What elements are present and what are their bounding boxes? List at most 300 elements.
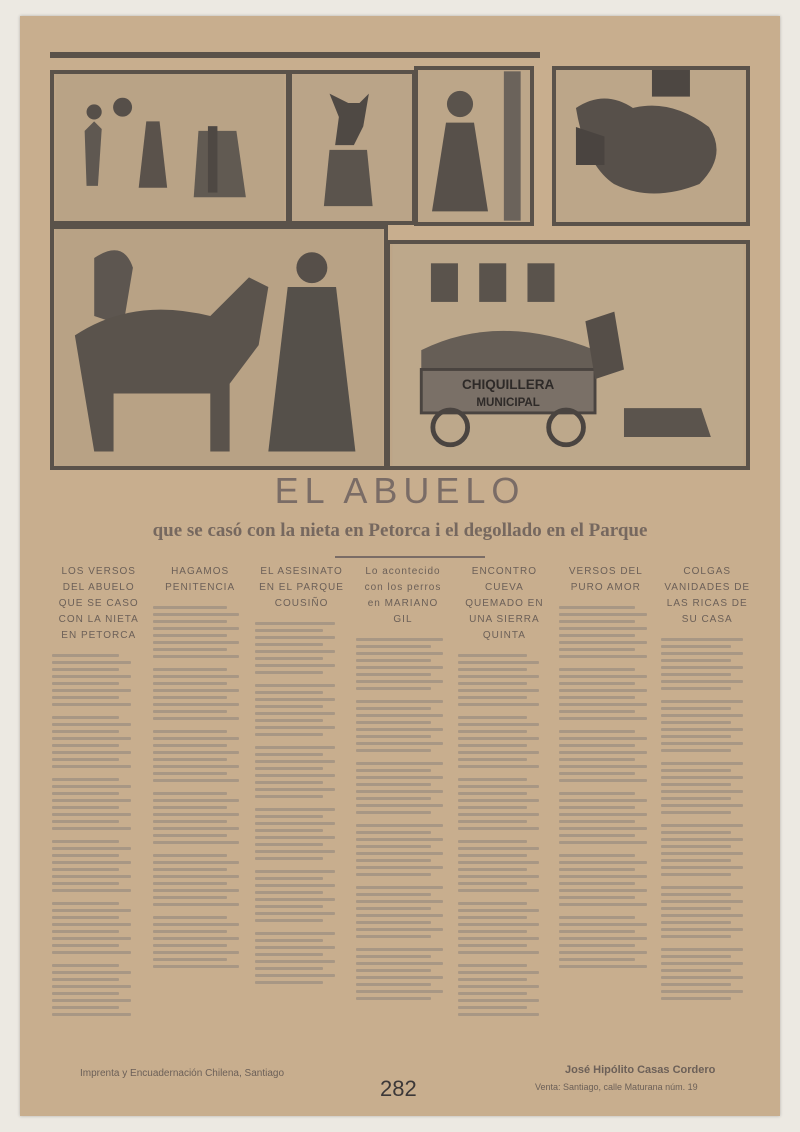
- verse-line: [255, 822, 335, 825]
- verse-line: [661, 852, 743, 855]
- verse-line: [52, 840, 119, 843]
- page-subtitle: que se casó con la nieta en Petorca i el degollado en el Parque: [152, 520, 648, 541]
- verse-line: [255, 912, 335, 915]
- verse-line: [458, 992, 527, 995]
- verse-line: [153, 613, 239, 616]
- verse-line: [458, 909, 539, 912]
- verse-line: [356, 969, 431, 972]
- verse-line: [255, 726, 335, 729]
- verse-stanza: [661, 886, 754, 938]
- man-and-mule-image: [54, 229, 384, 466]
- broadside-sheet: [20, 16, 780, 1116]
- verse-line: [661, 790, 743, 793]
- verse-stanza: [52, 902, 145, 954]
- donkey-head-image: [292, 74, 412, 221]
- verse-line: [153, 834, 227, 837]
- verse-line: [153, 916, 227, 919]
- verse-line: [255, 753, 323, 756]
- verse-line: [52, 889, 131, 892]
- verse-line: [559, 765, 647, 768]
- verse-line: [559, 875, 647, 878]
- beast-scene-image: [556, 70, 746, 222]
- verse-line: [153, 882, 227, 885]
- verse-line: [153, 703, 239, 706]
- verse-line: [458, 778, 527, 781]
- verse-line: [255, 650, 335, 653]
- municipal-wagon-image: [390, 244, 746, 466]
- verse-line: [458, 882, 527, 885]
- verse-line: [52, 999, 131, 1002]
- verse-line: [255, 657, 323, 660]
- verse-line: [153, 758, 227, 761]
- woodcut-donkey-head: [288, 70, 416, 225]
- verse-line: [559, 779, 647, 782]
- verse-line: [559, 868, 635, 871]
- verse-line: [661, 928, 743, 931]
- verse-line: [356, 714, 443, 717]
- verse-line: [458, 978, 527, 981]
- verse-stanza: [52, 654, 145, 706]
- verse-line: [153, 868, 227, 871]
- author-name: José Hipólito Casas Cordero: [565, 1064, 716, 1076]
- verse-stanza: [153, 854, 246, 906]
- column-heading: EL ASESINATO EN EL PARQUE COUSIÑO: [259, 566, 344, 609]
- verse-line: [661, 776, 743, 779]
- verse-line: [559, 944, 635, 947]
- verse-line: [559, 841, 647, 844]
- verse-line: [255, 746, 335, 749]
- verse-line: [255, 932, 335, 935]
- verse-line: [255, 905, 323, 908]
- verse-line: [356, 687, 431, 690]
- verse-line: [255, 939, 323, 942]
- verse-line: [559, 799, 647, 802]
- verse-line: [356, 990, 443, 993]
- verse-line: [255, 898, 335, 901]
- verse-line: [356, 811, 431, 814]
- verse-stanza: [52, 964, 145, 1016]
- printer-imprint: Imprenta y Encuadernación Chilena, Santiago: [80, 1068, 285, 1079]
- verse-line: [559, 668, 635, 671]
- verse-line: [153, 854, 227, 857]
- verse-column: [454, 564, 555, 1064]
- verse-line: [559, 682, 635, 685]
- verse-line: [153, 717, 239, 720]
- verse-line: [356, 948, 443, 951]
- wedding-scene-image: [54, 74, 286, 221]
- verse-stanza: [255, 684, 348, 736]
- verse-line: [559, 751, 647, 754]
- verse-column: [555, 564, 656, 1064]
- verse-line: [356, 955, 431, 958]
- verse-line: [356, 700, 443, 703]
- verse-line: [559, 696, 635, 699]
- verse-stanza: [458, 902, 551, 954]
- verse-column: [352, 564, 453, 1064]
- verse-line: [356, 652, 443, 655]
- verse-line: [153, 779, 239, 782]
- woodcut-municipal-wagon: [386, 240, 750, 470]
- verse-line: [153, 696, 227, 699]
- verse-line: [356, 838, 443, 841]
- verse-line: [153, 641, 239, 644]
- verse-line: [153, 737, 239, 740]
- verse-line: [356, 728, 443, 731]
- verse-line: [559, 717, 647, 720]
- verse-line: [661, 914, 743, 917]
- verse-stanza: [52, 840, 145, 892]
- verse-line: [661, 811, 731, 814]
- woodcut-woman-figure: [414, 66, 534, 226]
- verse-line: [559, 827, 647, 830]
- verse-line: [356, 762, 443, 765]
- verse-line: [458, 951, 539, 954]
- verse-line: [153, 958, 227, 961]
- verse-line: [458, 723, 539, 726]
- verse-stanza: [52, 778, 145, 830]
- verse-stanza: [356, 948, 449, 1000]
- verse-line: [356, 769, 431, 772]
- verse-line: [458, 985, 539, 988]
- verse-line: [153, 689, 239, 692]
- verse-line: [458, 703, 539, 706]
- verse-line: [255, 815, 323, 818]
- verse-line: [255, 857, 323, 860]
- verse-line: [458, 785, 539, 788]
- sale-address: Venta: Santiago, calle Maturana núm. 19: [535, 1082, 698, 1092]
- verse-line: [255, 843, 323, 846]
- verse-line: [52, 882, 119, 885]
- verse-line: [356, 852, 443, 855]
- verse-line: [458, 765, 539, 768]
- verse-line: [153, 634, 227, 637]
- verse-line: [255, 919, 323, 922]
- verse-line: [255, 884, 335, 887]
- verse-line: [153, 765, 239, 768]
- verse-line: [356, 680, 443, 683]
- verse-line: [356, 907, 431, 910]
- verse-line: [559, 903, 647, 906]
- verse-line: [52, 730, 119, 733]
- verse-line: [356, 921, 431, 924]
- wagon-sign-line2: MUNICIPAL: [476, 397, 540, 410]
- verse-line: [52, 985, 131, 988]
- verse-line: [153, 923, 239, 926]
- verse-line: [559, 951, 647, 954]
- verse-line: [255, 774, 335, 777]
- verse-stanza: [153, 668, 246, 720]
- verse-line: [661, 983, 731, 986]
- verse-line: [661, 714, 743, 717]
- verse-column: [48, 564, 149, 1064]
- verse-line: [559, 655, 647, 658]
- verse-line: [661, 728, 743, 731]
- verse-stanza: [153, 730, 246, 782]
- verse-line: [661, 935, 731, 938]
- verse-line: [559, 772, 635, 775]
- verse-line: [153, 806, 227, 809]
- column-heading: VERSOS DEL PURO AMOR: [568, 566, 643, 593]
- verse-line: [52, 696, 119, 699]
- verse-line: [255, 719, 323, 722]
- column-heading: ENCONTRO CUEVA QUEMADO EN UNA SIERRA QUINTA: [465, 566, 544, 641]
- verse-line: [356, 928, 443, 931]
- verse-line: [356, 645, 431, 648]
- verse-line: [52, 799, 131, 802]
- verse-line: [458, 668, 527, 671]
- verse-line: [356, 962, 443, 965]
- verse-line: [52, 716, 119, 719]
- verse-line: [661, 873, 731, 876]
- verse-line: [52, 937, 131, 940]
- verse-line: [52, 930, 119, 933]
- verse-line: [255, 974, 335, 977]
- verse-line: [255, 870, 335, 873]
- verse-stanza: [559, 668, 652, 720]
- verse-line: [661, 976, 743, 979]
- woodcut-illustrations: [50, 60, 750, 480]
- verse-line: [458, 930, 527, 933]
- verse-line: [458, 675, 539, 678]
- verse-line: [559, 806, 635, 809]
- verse-stanza: [356, 886, 449, 938]
- verse-line: [52, 785, 131, 788]
- verse-line: [559, 896, 635, 899]
- verse-stanza: [255, 622, 348, 674]
- verse-line: [559, 620, 635, 623]
- verse-line: [153, 827, 239, 830]
- verse-line: [153, 820, 227, 823]
- verse-line: [52, 827, 131, 830]
- verse-line: [356, 886, 443, 889]
- verse-line: [255, 850, 335, 853]
- verse-line: [356, 790, 443, 793]
- verse-line: [52, 971, 131, 974]
- verse-line: [52, 765, 131, 768]
- verse-line: [559, 861, 647, 864]
- verse-line: [153, 606, 227, 609]
- verse-line: [458, 861, 539, 864]
- verse-line: [52, 902, 119, 905]
- verse-line: [458, 758, 527, 761]
- verse-line: [255, 643, 323, 646]
- verse-line: [559, 675, 647, 678]
- verse-stanza: [356, 762, 449, 814]
- verse-line: [356, 776, 443, 779]
- verse-line: [661, 845, 731, 848]
- verse-line: [559, 882, 635, 885]
- catalog-number: 282: [380, 1076, 417, 1101]
- verse-line: [255, 622, 335, 625]
- verse-line: [153, 813, 239, 816]
- verse-line: [458, 1013, 539, 1016]
- verse-line: [255, 808, 335, 811]
- verse-line: [153, 682, 227, 685]
- verse-stanza: [559, 916, 652, 968]
- verse-line: [255, 795, 323, 798]
- wagon-sign-line1: CHIQUILLERA: [462, 376, 555, 392]
- verse-stanza: [255, 808, 348, 860]
- verse-stanza: [559, 606, 652, 658]
- verse-line: [458, 806, 527, 809]
- verse-line: [52, 751, 131, 754]
- verse-line: [255, 960, 335, 963]
- verse-line: [661, 921, 731, 924]
- verse-line: [661, 838, 743, 841]
- verse-line: [52, 675, 131, 678]
- verse-stanza: [458, 716, 551, 768]
- verse-line: [255, 946, 335, 949]
- verse-line: [356, 831, 431, 834]
- verse-line: [153, 668, 227, 671]
- verse-line: [153, 744, 227, 747]
- verse-line: [458, 654, 527, 657]
- verse-line: [153, 896, 227, 899]
- verse-line: [52, 806, 119, 809]
- verse-line: [661, 666, 743, 669]
- verse-line: [255, 712, 335, 715]
- verse-stanza: [356, 638, 449, 690]
- verse-line: [356, 845, 431, 848]
- verse-stanza: [458, 840, 551, 892]
- verse-line: [458, 792, 527, 795]
- verse-line: [661, 886, 743, 889]
- column-heading: COLGAS VANIDADES DE LAS RICAS DE SU CASA: [664, 566, 751, 625]
- verse-line: [559, 930, 635, 933]
- verse-line: [52, 668, 119, 671]
- verse-line: [356, 797, 431, 800]
- verse-line: [153, 648, 227, 651]
- verse-line: [255, 767, 323, 770]
- verse-stanza: [255, 870, 348, 922]
- verse-line: [559, 958, 635, 961]
- verse-line: [559, 820, 635, 823]
- verse-line: [559, 889, 647, 892]
- verse-line: [52, 964, 119, 967]
- verse-line: [458, 840, 527, 843]
- verse-line: [153, 675, 239, 678]
- verse-line: [458, 875, 539, 878]
- verse-line: [559, 627, 647, 630]
- verse-line: [559, 758, 635, 761]
- woodcut-beast-scene: [552, 66, 750, 226]
- verse-line: [52, 992, 119, 995]
- verse-line: [52, 923, 131, 926]
- verse-stanza: [356, 824, 449, 876]
- verse-line: [458, 847, 539, 850]
- verse-line: [356, 742, 443, 745]
- verse-line: [255, 671, 323, 674]
- verse-line: [52, 916, 119, 919]
- verse-line: [153, 730, 227, 733]
- verse-line: [661, 969, 731, 972]
- woman-figure-image: [418, 70, 530, 222]
- verse-stanza: [458, 654, 551, 706]
- verse-line: [153, 944, 227, 947]
- verse-line: [356, 783, 431, 786]
- verse-stanza: [661, 762, 754, 814]
- verse-line: [661, 645, 731, 648]
- verse-line: [255, 684, 335, 687]
- verse-line: [559, 641, 647, 644]
- verse-line: [153, 655, 239, 658]
- verse-line: [356, 824, 443, 827]
- verse-line: [661, 742, 743, 745]
- verse-line: [458, 1006, 527, 1009]
- verse-stanza: [153, 792, 246, 844]
- verse-line: [559, 634, 635, 637]
- verse-line: [661, 824, 743, 827]
- verse-line: [153, 889, 239, 892]
- verse-line: [153, 799, 239, 802]
- verse-line: [153, 792, 227, 795]
- verse-line: [559, 613, 647, 616]
- verse-line: [153, 861, 239, 864]
- verse-stanza: [661, 824, 754, 876]
- verse-line: [153, 751, 239, 754]
- verse-line: [458, 716, 527, 719]
- verse-line: [356, 749, 431, 752]
- verse-line: [458, 923, 539, 926]
- verse-line: [255, 760, 335, 763]
- verse-line: [661, 804, 743, 807]
- page-title: EL ABUELO: [274, 470, 526, 511]
- verse-line: [255, 829, 323, 832]
- verse-line: [661, 783, 731, 786]
- verse-line: [52, 1006, 119, 1009]
- verse-line: [52, 978, 119, 981]
- verse-stanza: [356, 700, 449, 752]
- verse-line: [255, 781, 323, 784]
- verse-line: [255, 691, 323, 694]
- verse-line: [458, 661, 539, 664]
- verse-line: [356, 638, 443, 641]
- verse-line: [356, 659, 431, 662]
- verse-stanza: [661, 638, 754, 690]
- verse-line: [661, 831, 731, 834]
- verse-column: [251, 564, 352, 1064]
- verse-line: [458, 854, 527, 857]
- verse-line: [661, 749, 731, 752]
- column-heading: HAGAMOS PENITENCIA: [165, 566, 236, 593]
- verse-line: [52, 813, 131, 816]
- verse-line: [255, 705, 323, 708]
- verse-line: [255, 698, 335, 701]
- verse-line: [356, 673, 431, 676]
- verse-line: [458, 820, 527, 823]
- verse-line: [153, 620, 227, 623]
- verse-stanza: [153, 916, 246, 968]
- verse-line: [559, 689, 647, 692]
- verse-line: [153, 937, 239, 940]
- verse-line: [153, 841, 239, 844]
- verse-line: [661, 721, 731, 724]
- verse-line: [559, 923, 647, 926]
- verse-line: [661, 997, 731, 1000]
- verse-line: [255, 836, 335, 839]
- verse-line: [153, 772, 227, 775]
- verse-line: [661, 687, 731, 690]
- verse-line: [153, 627, 239, 630]
- verse-line: [52, 758, 119, 761]
- verse-line: [559, 937, 647, 940]
- verse-line: [559, 703, 647, 706]
- verse-line: [356, 804, 443, 807]
- verse-line: [458, 944, 527, 947]
- verse-line: [559, 737, 647, 740]
- verse-line: [661, 948, 743, 951]
- verse-line: [661, 893, 731, 896]
